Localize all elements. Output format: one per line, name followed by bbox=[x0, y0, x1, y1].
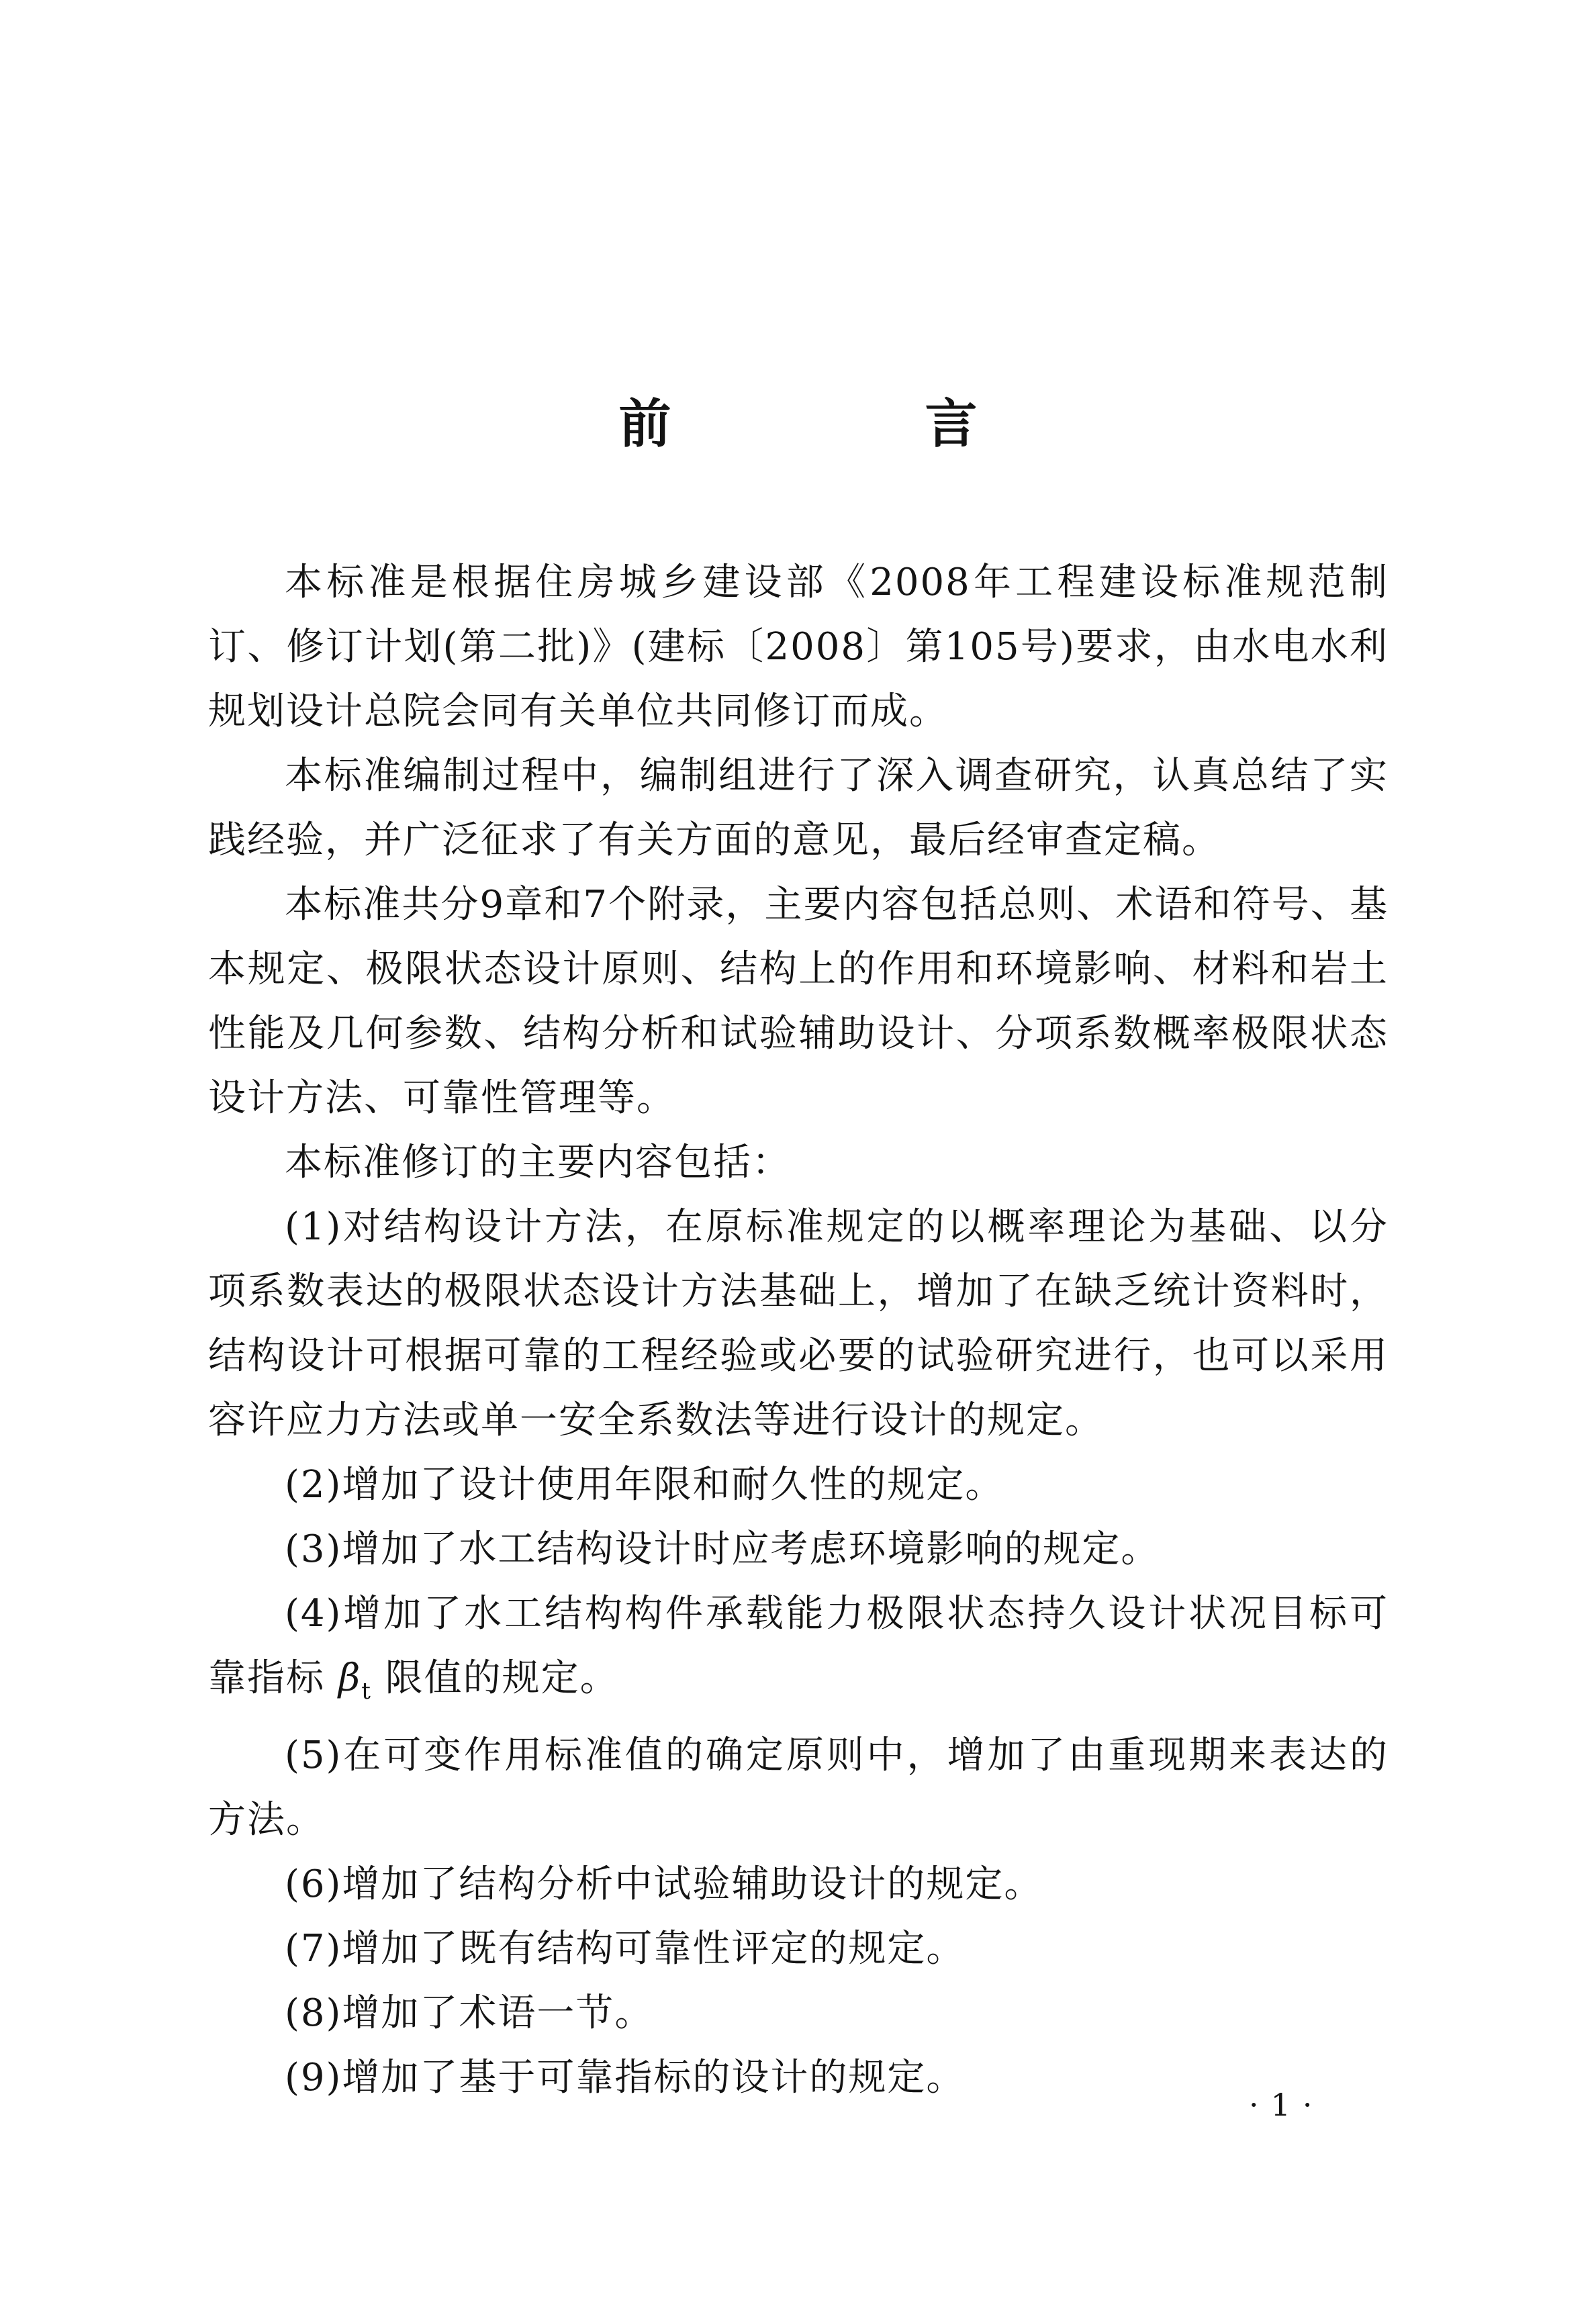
paragraph-revision-intro: 本标准修订的主要内容包括： bbox=[285, 1141, 791, 1184]
page-number: ·1· bbox=[1249, 2087, 1325, 2123]
preface-body bbox=[208, 551, 1389, 2110]
beta-subscript: t bbox=[361, 1678, 372, 1705]
beta-symbol bbox=[338, 1656, 372, 1705]
paragraph-origin: 本标准是根据住房城乡建设部《2008年工程建设标准规范制订、修订计划(第二批)》(建标〔2008〕第105号)要求，由水电水利规划设计总院会同有关单位共同修订而成。 bbox=[208, 561, 1389, 733]
beta-letter: β bbox=[338, 1656, 362, 1700]
page-title: 前 言 bbox=[618, 394, 1078, 455]
paragraph-process: 本标准编制过程中，编制组进行了深入调查研究，认真总结了实践经验，并广泛征求了有关方面的意见，最后经审查定稿。 bbox=[208, 754, 1389, 862]
revision-item-3: (3)增加了水工结构设计时应考虑环境影响的规定。 bbox=[285, 1527, 1160, 1571]
revision-item-4 bbox=[208, 1582, 1389, 1723]
paragraph-contents: 本标准共分9章和7个附录，主要内容包括总则、术语和符号、基本规定、极限状态设计原则、结构上的作用和环境影响、材料和岩土性能及几何参数、结构分析和试验辅助设计、分项系数概率极限状态设计方法、可靠性管理等。 bbox=[208, 883, 1389, 1120]
revision-item-7: (7)增加了既有结构可靠性评定的规定。 bbox=[285, 1927, 966, 1971]
revision-item-1: (1)对结构设计方法，在原标准规定的以概率理论为基础、以分项系数表达的极限状态设计方法基础上，增加了在缺乏统计资料时，结构设计可根据可靠的工程经验或必要的试验研究进行，也可以采用容许应力方法或单一安全系数法等进行设计的规定。 bbox=[208, 1205, 1389, 1442]
revision-item-2: (2)增加了设计使用年限和耐久性的规定。 bbox=[285, 1463, 1004, 1507]
revision-item-6: (6)增加了结构分析中试验辅助设计的规定。 bbox=[285, 1862, 1043, 1907]
revision-item-8: (8)增加了术语一节。 bbox=[285, 1991, 654, 2036]
revision-item-4-tail: 限值的规定。 bbox=[385, 1656, 619, 1700]
revision-item-9: (9)增加了基于可靠指标的设计的规定。 bbox=[285, 2056, 966, 2100]
revision-item-4-text: (4)增加了水工结构构件承载能力极限状态持久设计状况目标可靠指标 bbox=[208, 1592, 1389, 1700]
revision-item-5: (5)在可变作用标准值的确定原则中，增加了由重现期来表达的方法。 bbox=[208, 1734, 1389, 1842]
